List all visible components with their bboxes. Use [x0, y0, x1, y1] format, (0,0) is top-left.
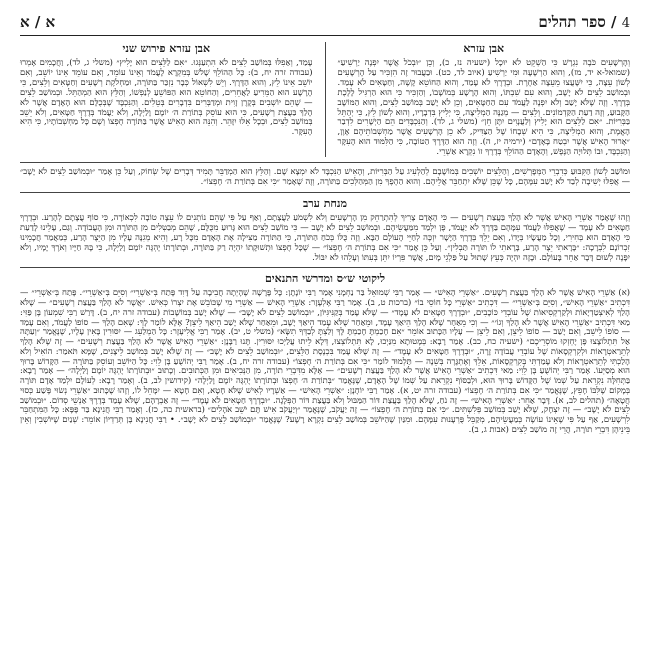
- umoshav-note: וּמוֹשַׁב לְשׁוֹן הַקִּבּוּעַ כְּדִבְרֵי הַמְּפָרְשִׁים, וְהַלֵּצִים יוֹשְׁבִים בְּמוֹשָׁבָם לְהַלְעִיג עַל הַבְּרִיּוֹת, וְהָאִישׁ הַנִּכְבָּד לֹא יִמְצָא שָׁם. וְהַלֵּץ הוּא הַמְדַבֵּר תָּמִיד דְּבָרִים שֶׁל שְׂחוֹק, וְעַל כֵּן אָמַר ״וּבְמוֹשַׁב לֵצִים לֹא יָשָׁב״ — אֲפִלּוּ יְשִׁיבָה לְבַד לֹא יָשַׁב עִמָּהֶם, כָּל שֶׁכֵּן שֶׁלֹּא יִתְחַבֵּר אֲלֵיהֶם. וְהוּא הַהֶפֶךְ מִן הַמְּהַלְּכִים בַּתּוֹרָה, וְזֶה שֶׁאָמַר ״כִּי אִם בְּתוֹרַת ה׳ חֶפְצוֹ״.: [20, 166, 630, 186]
- ibn-ezra-text: וְהָרְשָׁעִים כֹּבֶה נִגְרָשׁ כִּי הַשְׁקֵט לֹא יוּכָל (ישעיה נז, כ), וְכֵן ״וּבְכֹל אֲשֶׁר יִפְנֶה יַרְשִׁיעַ״ (שמואל-א יד, מז), וְהוּא הַרְשָׁעָה וּמִי יַרְשִׁיעַ (איוב לד, כט). וּבַעֲבוּר זֶה הִזְכִּיר עַל הָרְשָׁעִים לְשׁוֹן עֵצָה, כִּי יִשָּׁעֲצוּ מֵעֵצָה אַחֶרֶת. וּבְדֶרֶךְ לֹא עָמַד, וְהוּא הַחוֹטֵא קָשֶׁה, וְחַטָּאִים לֹא עָמַד. וּבְמוֹשַׁב לֵצִים לֹא יָשָׁב, וְהוּא עִם שִׁבְתּוֹ, וְהוּא הָרָשָׁע בְּמוֹשָׁבוֹ, וְהַזְכִּיר כִּי הוּא הַרְגִּיל לָלֶכֶת בְּדֶרֶךְ. וְזֶה שֶׁלֹּא יָשַׁב וְלֹא יִפְנֶה לַעֲמֹד עִם הַחַטָּאִים, וְכֵן לֹא יָשַׁב בְּמוֹשַׁב לֵצִים, וְהוּא הַמּוֹשָׁב הַקָּבוּעַ, וְזֶה דַעַת הַקַּדְמוֹנִים. וְלֵצִים — מְגַנֶּה הַמְלִיצָה, כִּי יְלִיץ בִּדְבָרָיו, וְהוּא לְשׁוֹן לֵץ, כִּי יְהַתֵּל בַּבְּרִיּוֹת. ״אִם לַלֵּצִים הוּא יָלִיץ וְלַעֲנָוִים יִתֶּן חֵן״ (משלי ג, לד). וְהַנִּכְבָּדִים הֵם הַיְשָׁרִים לִדְבַר הָאֱמֶת, וְהוּא הַמְלִיצָה, כִּי הִיא שְׁבָחוֹ שֶׁל הַצַּדִּיק, לֹא כֵן הָרְשָׁעִים אֲשֶׁר מַחְשְׁבוֹתֵיהֶם אָוֶן, ״אָרוּר הָאִישׁ אֲשֶׁר יִבְטַח בָּאָדָם״ (ירמיה יז, ה). וְזֶה הוּא הַדֶּרֶךְ הַטּוֹבָה, כִּי הַלִּמּוּד הוּא הָעִקָּר וְהַנִּכְבָּד, וּבוֹ תְּלוּיָה הַנֶּפֶשׁ, וְהָאָדָם הַהוֹלֵךְ בְּדֶרֶךְ זוֹ נִקְרָא אַשְׁרֵי.: [337, 57, 630, 157]
- ibn-ezra-second-column: [20, 42, 313, 157]
- minchat-erev-text: וְזֶהוּ שֶׁאָמַר אַשְׁרֵי הָאִישׁ אֲשֶׁר לֹא הָלַךְ בַּעֲצַת רְשָׁעִים — כִּי הָאָדָם צָרִיךְ לְהִתְרַחֵק מִן הָרְשָׁעִים וְלֹא לִשְׁמֹעַ לַעֲצָתָם, וְאַף עַל פִּי שֶׁהֵם נוֹתְנִים לוֹ עֵצָה טוֹבָה לִכְאוֹרָה, כִּי סוֹף עֲצָתָם לְהָרַע. וּבְדֶרֶךְ חַטָּאִים לֹא עָמָד — שֶׁאֲפִלּוּ לַעֲמֹד עִמָּהֶם בַּדֶּרֶךְ לֹא יַעֲמֹד, פֶּן יִלְמַד מִמַּעֲשֵׂיהֶם. וּבְמוֹשַׁב לֵצִים לֹא יָשָׁב — כִּי מוֹשַׁב לֵצִים הוּא גָּרוּעַ מִכֻּלָּם, שֶׁהֵם מְבַטְּלִים מִן הַתּוֹרָה וּמִן הָעֲבוֹדָה. וְגַם, עָלֵינוּ לָדַעַת כִּי הָאָדָם הוּא בְּחִירִי, וְכָל מַעֲשָׂיו בְּיָדוֹ, וְאִם יֵלֵךְ בְּדֶרֶךְ הַיָּשָׁר יִזְכֶּה לְחַיֵּי הָעוֹלָם הַבָּא. וְזֶה כֻּלּוֹ בְּכֹחַ הַתּוֹרָה, כִּי הַתּוֹרָה מַצִּילָה אֶת הָאָדָם מִכָּל רָע, וְהִיא מְגִנָּה עָלָיו מִן הַיֵּצֶר הָרַע, כְּמַאֲמַר חֲכָמֵינוּ זִכְרוֹנָם לִבְרָכָה: ״בָּרָאתִי יֵצֶר הָרַע, בָּרָאתִי לוֹ תּוֹרָה תַּבְלִין״. וְעַל כֵּן אָמַר ״כִּי אִם בְּתוֹרַת ה׳ חֶפְצוֹ״ — שֶׁכָּל חֶפְצוֹ וּתְשׁוּקָתוֹ יִהְיֶה רַק בַּתּוֹרָה, וּבְתוֹרָתוֹ יֶהְגֶּה יוֹמָם וָלַיְלָה, כִּי בָּהּ חַיָּיו וְאֹרֶךְ יָמָיו, וְלֹא יִפָּנֶה לְשׁוּם דָּבָר אַחֵר בָּעוֹלָם. וּבָזֶה יִהְיֶה כְּעֵץ שָׁתוּל עַל פַּלְגֵי מָיִם, אֲשֶׁר פִּרְיוֹ יִתֵּן בְּעִתּוֹ וְעָלֵהוּ לֹא יִבּוֹל.: [20, 211, 630, 262]
- page-header: [20, 12, 630, 36]
- page-number: 4: [621, 16, 630, 31]
- running-head: 4 / ספר תהלים: [538, 13, 630, 31]
- chapter-verse: א / א: [20, 13, 56, 31]
- section-divider: [20, 267, 630, 268]
- book-title: ספר תהלים: [538, 13, 606, 31]
- section-divider: [20, 162, 630, 163]
- minchat-erev-title: מנחת ערב: [302, 196, 348, 210]
- ibn-ezra-second-text: עָמַד, וְאַפִלּוּ בְּמוֹשַׁב לֵצִים לֹא הִתְעַנְּגוּ. ״אִם לַלֵּצִים הוּא יָלִיץ״ (משלי ג, לד), וַחֲכָמִים אָמְרוּ (עבודה זרה יח, ב): כָּל הַהוֹלֵךְ שָׁלֹשׁ בְּמִקְרָא לָעֲמֹד וְאֵינוֹ עוֹמֵד, וְאִם עוֹמֵד אֵינוֹ יוֹשֵׁב, וְאִם יוֹשֵׁב אֵינוֹ לֵץ, וְהוּא הַדֶּרֶךְ. וְיֵשׁ לִשְׁאוֹל כְּבָר נִזְכַּר בַּתּוֹרָה, וּמַחְלֹקֶת רְשָׁעִים וְחַטָּאִים וְלֵצִים, כִּי הָרָשָׁע הוּא הַמֵּרִיעַ לַאֲחֵרִים, וְהַחוֹטֵא הוּא הַפּוֹשֵׁעַ לְנַפְשׁוֹ, וְהַלֵּץ הוּא הַמְהַתֵּל. וּבְמוֹשַׁב לֵצִים — שֶׁהֵם יוֹשְׁבִים בְּקֶרֶן זָוִית וּמְדַבְּרִים בִּדְבָרִים בְּטֵלִים. וְהַנִּכְבָּד שֶׁבְּכֻלָּם הוּא הָאָדָם אֲשֶׁר לֹא הָלַךְ בַּעֲצַת רְשָׁעִים, כִּי הוּא עוֹסֵק בְּתוֹרַת ה׳ יוֹמָם וָלַיְלָה, וְלֹא יַעֲמֹד בְּדֶרֶךְ חַטָּאִים, וְלֹא יֵשֵׁב בְּמוֹשַׁב לֵצִים, וּבְכָל אֵלּוּ יִזָּהֵר. וְהִנֵּה הוּא הָאִישׁ אֲשֶׁר בַּתּוֹרָה חֶפְצוֹ וְשֶׁם כָּל מַחְשְׁבוֹתָיו, כִּי הִיא הָעִקָּר.: [20, 57, 313, 137]
- likkutei-title: ליקוטי ש״ס ומדרשי התנאים: [264, 272, 386, 286]
- ibn-ezra-column: [338, 42, 631, 157]
- column-divider: [325, 42, 326, 157]
- commentary-columns: [20, 42, 630, 157]
- section-divider: [20, 192, 630, 193]
- ibn-ezra-second-title: אבן עזרא פירוש שני: [122, 42, 211, 55]
- likkutei-text: (א) אַשְׁרֵי הָאִישׁ אֲשֶׁר לֹא הָלַךְ בַּעֲצַת רְשָׁעִים. ״אַשְׁרֵי הָאִישׁ״ — אָמַר רַבִּי שְׁמוּאֵל בַּר נַחְמָנִי אָמַר רַבִּי יוֹנָתָן: כָּל פָּרָשָׁה שֶׁהָיְתָה חֲבִיבָה עַל דָּוִד פָּתַח בְּ״אַשְׁרֵי״ וְסִיֵּם בְּ״אַשְׁרֵי״. פָּתַח בְּ״אַשְׁרֵי״ — דִּכְתִיב ״אַשְׁרֵי הָאִישׁ״, וְסִיֵּם בְּ״אַשְׁרֵי״ — דִּכְתִיב ״אַשְׁרֵי כָּל חוֹסֵי בוֹ״ (ברכות ט, ב). אָמַר רַבִּי אֶלְעָזָר: אַשְׁרֵי הָאִישׁ — אַשְׁרֵי מִי שֶׁכּוֹבֵשׁ אֶת יִצְרוֹ כְּאִישׁ. ״אֲשֶׁר לֹא הָלַךְ בַּעֲצַת רְשָׁעִים״ — שֶׁלֹּא הָלַךְ לְאִיצְטַדְיָאוֹת וּלְקַרְקְסִיאוֹת שֶׁל עוֹבְדֵי כּוֹכָבִים, ״וּבְדֶרֶךְ חַטָּאִים לֹא עָמָד״ — שֶׁלֹּא עָמַד בְּקַנִּיגִּיּוֹן, ״וּבְמוֹשַׁב לֵצִים לֹא יָשָׁב״ — שֶׁלֹּא יָשַׁב בְּמוֹשָׁבוֹת (עבודה זרה יח, ב). דָּרַשׁ רַבִּי שִׁמְעוֹן בֶּן פַּזִּי: מַאי דִּכְתִיב ״אַשְׁרֵי הָאִישׁ אֲשֶׁר לֹא הָלַךְ וְגוֹ׳״ — וְכִי מֵאַחַר שֶׁלֹּא הָלַךְ הֵיאַךְ עָמָד, וּמֵאַחַר שֶׁלֹּא עָמַד הֵיאַךְ יָשָׁב, וּמֵאַחַר שֶׁלֹּא יָשַׁב הֵיאַךְ לֵיצֵן? אֶלָּא לוֹמַר לָךְ: שֶׁאִם הָלַךְ — סוֹפוֹ לַעֲמֹד, וְאִם עָמַד — סוֹפוֹ לֵישֵׁב, וְאִם יָשַׁב — סוֹפוֹ לֵיצֵן, וְאִם לֵיצֵן — עָלָיו הַכָּתוּב אוֹמֵר ״אִם חָכַמְתָּ חָכַמְתָּ לָּךְ וְלַצְתָּ לְבַדְּךָ תִשָּׂא״ (משלי ט, יב). אָמַר רַבִּי אֱלִיעֶזֶר: כָּל הַמְלַעֵג — יִסּוּרִין בָּאִין עָלָיו, שֶׁנֶּאֱמַר ״וְעַתָּה אַל תִּתְלוֹצָצוּ פֶּן יֶחְזְקוּ מוֹסְרֵיכֶם״ (ישעיה כח, כב). אָמַר רָבָא: בְּמָטוּתָא מִנַּיְכוּ, לָא תִּתְלוֹצְצוּ, דְּלָא לֵיתוּ עֲלַיְכוּ יִסּוּרִין. תָּנוּ רַבָּנָן: ״אַשְׁרֵי הָאִישׁ אֲשֶׁר לֹא הָלַךְ בַּעֲצַת רְשָׁעִים״ — זֶה שֶׁלֹּא הָלַךְ לְתֵרַאטְרָאוֹת וּלְקִרְקְסָאוֹת שֶׁל עוֹבְדֵי עֲבוֹדָה זָרָה, ״וּבְדֶרֶךְ חַטָּאִים לֹא עָמָד״ — זֶה שֶׁלֹּא עָמַד בִּכְנֶסֶת הַלֵּצִים, ״וּבְמוֹשַׁב לֵצִים לֹא יָשָׁב״ — זֶה שֶׁלֹּא יָשַׁב בְּמוֹשַׁב לֵיצָנִים, שֶׁמָּא תֹּאמַר: הוֹאִיל וְלֹא הָלַכְתִּי לְתֵרַאטְרָאוֹת וְלֹא עָמַדְתִּי בְּקִרְקְסָאוֹת, אֵלֵךְ וְאֶתְגָּרֶה בְּשֵׁנָה — תַּלְמוּד לוֹמַר ״כִּי אִם בְּתוֹרַת ה׳ חֶפְצוֹ״ (עבודה זרה יח, ב). אָמַר רַבִּי יְהוֹשֻׁעַ בֶּן לֵוִי: כָּל הַיּוֹשֵׁב וְעוֹסֵק בַּתּוֹרָה — הַקָּדוֹשׁ בָּרוּךְ הוּא מְסַיְּעוֹ. אָמַר רַבִּי יְהוֹשֻׁעַ בֶּן לֵוִי: מַאי דִּכְתִיב ״אַשְׁרֵי הָאִישׁ אֲשֶׁר לֹא הָלַךְ בַּעֲצַת רְשָׁעִים״ — אֶלָּא מִדִּבְרֵי תוֹרָה, מִן הַנְּבִיאִים וּמִן הַכְּתוּבִים. וְכָתוּב ״וּבְתוֹרָתוֹ יֶהְגֶּה יוֹמָם וָלַיְלָה״ — אָמַר רָבָא: בַּתְּחִלָּה נִקְרֵאת עַל שְׁמוֹ שֶׁל הַקָּדוֹשׁ בָּרוּךְ הוּא, וּלְבַסּוֹף נִקְרֵאת עַל שְׁמוֹ שֶׁל הָאָדָם, שֶׁנֶּאֱמַר ״בְּתוֹרַת ה׳ חֶפְצוֹ וּבְתוֹרָתוֹ יֶהְגֶּה יוֹמָם וָלַיְלָה״ (קידושין לב, ב). וְאָמַר רָבָא: לְעוֹלָם יִלְמַד אָדָם תּוֹרָה בְּמָקוֹם שֶׁלִּבּוֹ חָפֵץ, שֶׁנֶּאֱמַר ״כִּי אִם בְּתוֹרַת ה׳ חֶפְצוֹ״ (עבודה זרה יט, א). אָמַר רַבִּי יוֹחָנָן: ״אַשְׁרֵי הָאִישׁ״ — אַשְׁרָיו לְאִישׁ שֶׁלֹּא חָטָא, וְאִם חָטָא — יִמָּחֵל לוֹ, וְזֶהוּ שֶׁכָּתוּב ״אַשְׁרֵי נְשׂוּי פֶּשַׁע כְּסוּי חֲטָאָה״ (תהלים לב, א). דָּבָר אַחֵר: ״אַשְׁרֵי הָאִישׁ״ — זֶה נֹחַ, שֶׁלֹּא הָלַךְ בַּעֲצַת דּוֹר הַמַּבּוּל וְלֹא בַּעֲצַת דּוֹר הַפְּלָגָה. ״וּבְדֶרֶךְ חַטָּאִים לֹא עָמָד״ — זֶה אַבְרָהָם, שֶׁלֹּא עָמַד בְּדֶרֶךְ אַנְשֵׁי סְדוֹם. ״וּבְמוֹשַׁב לֵצִים לֹא יָשָׁב״ — זֶה יִצְחָק, שֶׁלֹּא יָשַׁב בְּמוֹשַׁב פְּלִשְׁתִּים. ״כִּי אִם בְּתוֹרַת ה׳ חֶפְצוֹ״ — זֶה יַעֲקֹב, שֶׁנֶּאֱמַר ״וְיַעֲקֹב אִישׁ תָּם יֹשֵׁב אֹהָלִים״ (בראשית כה, כז). וְאָמַר רַבִּי חֲנִינָא בַּר פָּפָּא: כָּל הַמִּתְחַבֵּר לִרְשָׁעִים, אַף עַל פִּי שֶׁאֵינוֹ עוֹשֶׂה כְּמַעֲשֵׂיהֶם, מְקַבֵּל פֻּרְעָנוּת עִמָּהֶם. וּמִנַּיִן שֶׁהַיּוֹשֵׁב בְּמוֹשַׁב לֵצִים נִקְרָא רָשָׁע? שֶׁנֶּאֱמַר ״וּבְמוֹשַׁב לֵצִים לֹא יָשָׁב״. • רַבִּי חֲנִינָא בֶּן תְּרַדְיוֹן אוֹמֵר: שְׁנַיִם שֶׁיּוֹשְׁבִין וְאֵין בֵּינֵיהֶן דִּבְרֵי תוֹרָה, הֲרֵי זֶה מוֹשַׁב לֵצִים (אבות ג, ב).: [20, 287, 630, 434]
- ibn-ezra-title: אבן עזרא: [463, 42, 505, 55]
